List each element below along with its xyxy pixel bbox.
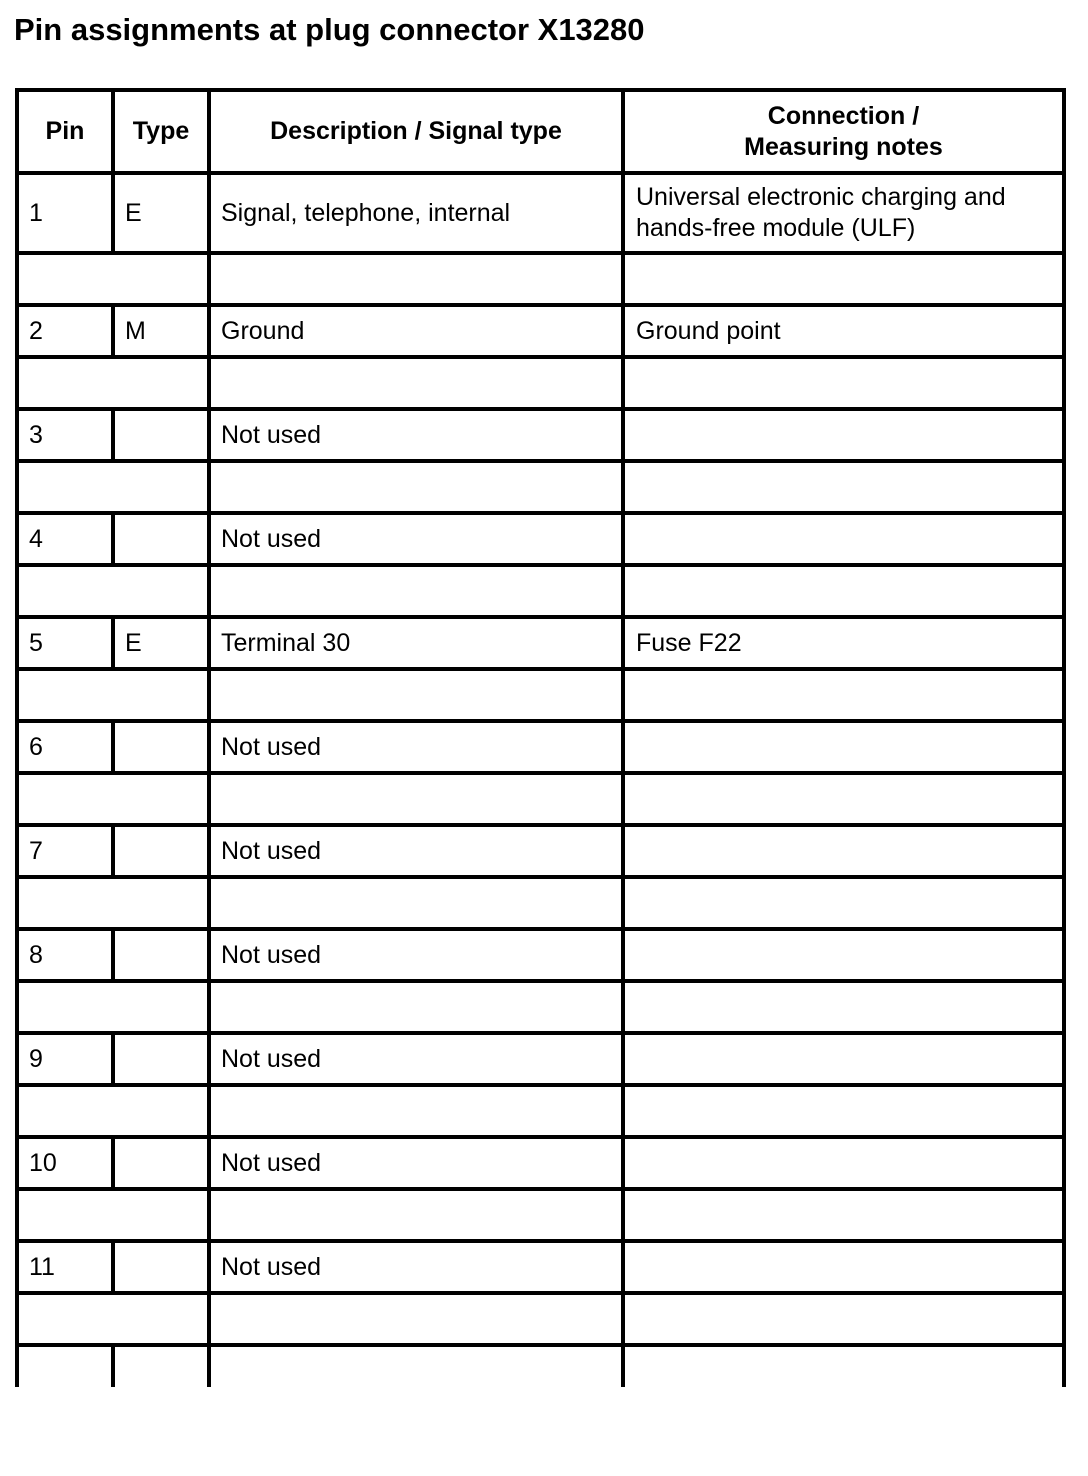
table-spacer-row [17, 1293, 1064, 1345]
table-row [17, 929, 1064, 981]
header-connection [623, 90, 1064, 173]
spacer-cell [623, 773, 1064, 825]
cell-description: Not used [209, 721, 623, 773]
cell-connection [623, 721, 1064, 773]
cell-connection [623, 825, 1064, 877]
table-row [17, 409, 1064, 461]
cell-connection [623, 1345, 1064, 1387]
table-header-row [17, 90, 1064, 173]
table-row [17, 721, 1064, 773]
spacer-cell [17, 1085, 209, 1137]
header-connection-line2: Measuring notes [744, 132, 943, 161]
header-connection-line1: Connection / [767, 101, 920, 130]
header-pin: Pin [17, 90, 113, 173]
spacer-cell [17, 877, 209, 929]
spacer-cell [17, 1189, 209, 1241]
spacer-cell [209, 773, 623, 825]
cell-connection-line1: Universal electronic charging and [636, 183, 1006, 211]
spacer-cell [623, 669, 1064, 721]
cell-description: Not used [209, 929, 623, 981]
cell-pin: 5 [17, 617, 113, 669]
table-spacer-row [17, 1085, 1064, 1137]
spacer-cell [623, 1189, 1064, 1241]
cell-connection-line2: hands-free module (ULF) [636, 214, 916, 242]
table-row-partial [17, 1345, 1064, 1387]
spacer-cell [17, 253, 209, 305]
spacer-cell [623, 565, 1064, 617]
cell-type: E [113, 617, 209, 669]
cell-type [113, 1345, 209, 1387]
table-row [17, 305, 1064, 357]
cell-type: E [113, 173, 209, 253]
spacer-cell [209, 565, 623, 617]
cell-type [113, 825, 209, 877]
cell-connection: Fuse F22 [623, 617, 1064, 669]
header-description: Description / Signal type [209, 90, 623, 173]
cell-description: Not used [209, 513, 623, 565]
table-spacer-row [17, 461, 1064, 513]
pin-assignment-table [15, 88, 1066, 1387]
table-row [17, 513, 1064, 565]
cell-pin: 3 [17, 409, 113, 461]
cell-pin [17, 1345, 113, 1387]
spacer-cell [623, 877, 1064, 929]
spacer-cell [17, 981, 209, 1033]
table-row [17, 1241, 1064, 1293]
cell-connection [623, 929, 1064, 981]
spacer-cell [623, 1085, 1064, 1137]
spacer-cell [17, 773, 209, 825]
cell-pin: 4 [17, 513, 113, 565]
cell-pin: 8 [17, 929, 113, 981]
spacer-cell [623, 461, 1064, 513]
cell-connection [623, 409, 1064, 461]
table-spacer-row [17, 981, 1064, 1033]
spacer-cell [623, 357, 1064, 409]
table-row [17, 173, 1064, 253]
spacer-cell [209, 253, 623, 305]
cell-description: Terminal 30 [209, 617, 623, 669]
spacer-cell [209, 877, 623, 929]
cell-pin: 2 [17, 305, 113, 357]
spacer-cell [209, 1293, 623, 1345]
cell-pin: 11 [17, 1241, 113, 1293]
spacer-cell [17, 357, 209, 409]
spacer-cell [209, 357, 623, 409]
cell-type [113, 929, 209, 981]
cell-pin: 6 [17, 721, 113, 773]
cell-connection [623, 1033, 1064, 1085]
table-row [17, 617, 1064, 669]
cell-pin: 7 [17, 825, 113, 877]
cell-type [113, 1241, 209, 1293]
cell-description: Not used [209, 1241, 623, 1293]
table-spacer-row [17, 773, 1064, 825]
cell-connection: Ground point [623, 305, 1064, 357]
spacer-cell [17, 565, 209, 617]
spacer-cell [17, 669, 209, 721]
cell-description: Not used [209, 1033, 623, 1085]
cell-type [113, 513, 209, 565]
spacer-cell [209, 461, 623, 513]
cell-type [113, 1033, 209, 1085]
spacer-cell [17, 461, 209, 513]
cell-description: Signal, telephone, internal [209, 173, 623, 253]
cell-pin: 1 [17, 173, 113, 253]
table-row [17, 1137, 1064, 1189]
spacer-cell [623, 253, 1064, 305]
cell-type [113, 1137, 209, 1189]
cell-connection [623, 513, 1064, 565]
cell-description: Not used [209, 1137, 623, 1189]
page-title: Pin assignments at plug connector X13280 [14, 12, 645, 47]
spacer-cell [17, 1293, 209, 1345]
table-spacer-row [17, 357, 1064, 409]
cell-connection [623, 1241, 1064, 1293]
cell-pin: 9 [17, 1033, 113, 1085]
table-spacer-row [17, 1189, 1064, 1241]
cell-pin: 10 [17, 1137, 113, 1189]
table-row [17, 1033, 1064, 1085]
table-row [17, 825, 1064, 877]
table-spacer-row [17, 565, 1064, 617]
cell-description: Not used [209, 825, 623, 877]
cell-description: Ground [209, 305, 623, 357]
table-spacer-row [17, 253, 1064, 305]
cell-connection [623, 173, 1064, 253]
spacer-cell [209, 1085, 623, 1137]
table-spacer-row [17, 877, 1064, 929]
cell-type [113, 721, 209, 773]
spacer-cell [209, 669, 623, 721]
spacer-cell [623, 981, 1064, 1033]
spacer-cell [209, 981, 623, 1033]
cell-description [209, 1345, 623, 1387]
cell-connection [623, 1137, 1064, 1189]
spacer-cell [623, 1293, 1064, 1345]
spacer-cell [209, 1189, 623, 1241]
table-spacer-row [17, 669, 1064, 721]
cell-description: Not used [209, 409, 623, 461]
cell-type: M [113, 305, 209, 357]
header-type: Type [113, 90, 209, 173]
cell-type [113, 409, 209, 461]
